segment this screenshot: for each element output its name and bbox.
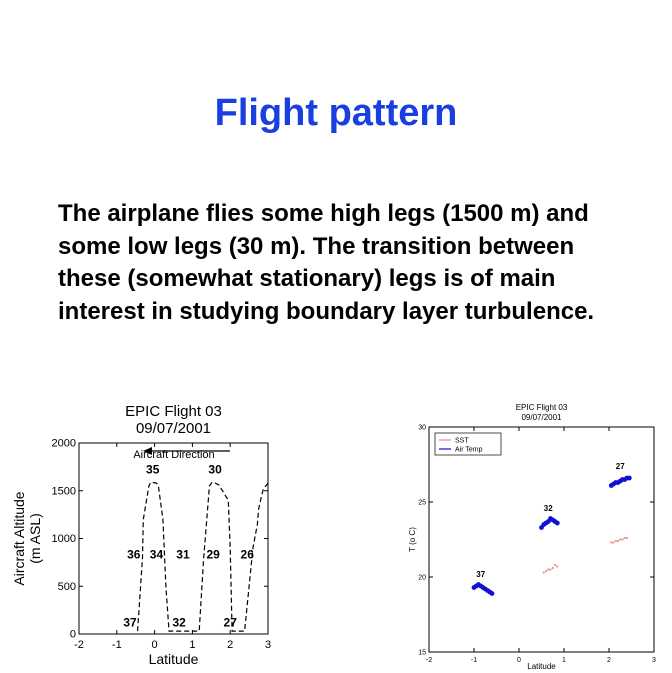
x-tick-label: 3 (652, 657, 656, 664)
x-tick-label: 0 (517, 657, 521, 664)
leg-label: 37 (476, 570, 486, 579)
sst-point (552, 567, 554, 569)
slide-body-text: The airplane flies some high legs (1500 m) and some low legs (30 m). The transition between these (somewhat stationary) legs is of main interest in studying boundary layer turbulence. (58, 200, 595, 325)
x-tick-label: 0 (151, 639, 158, 651)
leg-label: 26 (240, 547, 254, 562)
chart-subtitle: 09/07/2001 (521, 413, 562, 422)
slide-title: Flight pattern (214, 92, 458, 134)
sst-point (556, 565, 558, 567)
y-tick-label: 1500 (51, 485, 76, 498)
leg-label: 36 (127, 547, 141, 562)
direction-label: Aircraft Direction (133, 449, 215, 461)
y-tick-label: 2000 (51, 437, 76, 450)
plot-frame (79, 443, 268, 634)
x-tick-label: 2 (227, 639, 234, 651)
leg-label: 31 (176, 547, 190, 562)
sst-point (615, 540, 617, 542)
x-tick-label: 1 (189, 639, 196, 651)
slide-body (58, 198, 618, 328)
legend-label: SST (455, 437, 469, 445)
chart-subtitle: 09/07/2001 (135, 420, 212, 437)
sst-point (610, 541, 612, 543)
leg-label: 32 (543, 504, 553, 513)
leg-label: 27 (615, 462, 625, 471)
sst-point (619, 538, 621, 540)
y-tick-label: 25 (418, 499, 426, 507)
altitude-chart (0, 390, 300, 673)
y-tick-label: 0 (69, 628, 76, 641)
sst-point (547, 568, 549, 570)
air-temp-point (490, 591, 495, 596)
sst-point (617, 540, 619, 542)
y-axis-label: Aircraft Altitude (11, 491, 27, 586)
y-tick-label: 15 (418, 649, 426, 657)
sst-point (624, 537, 626, 539)
leg-label: 34 (149, 547, 164, 562)
x-tick-label: 3 (264, 639, 272, 651)
chart-title: EPIC Flight 03 (125, 403, 222, 420)
sst-point (545, 570, 547, 572)
sst-point (626, 537, 628, 539)
x-tick-label: -1 (470, 657, 478, 664)
sst-point (549, 568, 551, 570)
sst-point (554, 564, 556, 566)
x-tick-label: -1 (111, 639, 122, 651)
y-tick-label: 20 (418, 574, 426, 582)
x-tick-label: 2 (607, 657, 611, 664)
x-tick-label: 1 (562, 657, 566, 664)
sst-point (621, 538, 623, 540)
sst-point (612, 541, 614, 543)
y-axis-label: T (o C) (408, 527, 417, 552)
sst-point (543, 571, 545, 573)
y-axis-label: (m ASL) (27, 513, 43, 564)
y-tick-label: 1000 (51, 533, 76, 546)
x-tick-label: -2 (74, 639, 84, 651)
chart-title: EPIC Flight 03 (515, 403, 568, 412)
x-axis-label: Latitude (527, 662, 556, 671)
legend-label: Air Temp (455, 446, 483, 454)
leg-label: 29 (206, 547, 220, 562)
air-temp-point (555, 521, 560, 526)
y-tick-label: 500 (57, 580, 76, 593)
y-tick-label: 30 (418, 424, 426, 432)
x-axis-label: Latitude (148, 651, 199, 667)
leg-label: 27 (223, 615, 237, 630)
leg-label: 37 (123, 615, 137, 630)
leg-label: 35 (146, 462, 160, 477)
x-tick-label: -2 (425, 657, 433, 664)
leg-label: 30 (208, 462, 222, 477)
temperature-chart (398, 395, 672, 673)
air-temp-point (627, 476, 632, 481)
leg-label: 32 (172, 615, 186, 630)
